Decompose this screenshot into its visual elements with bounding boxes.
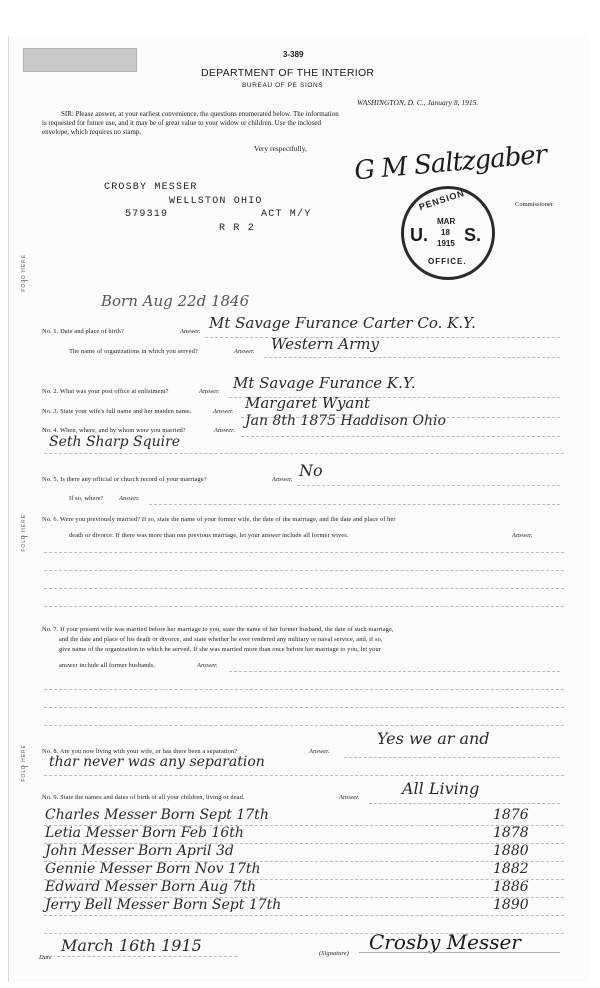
born-note: Born Aug 22d 1846 [101,292,250,310]
rule [229,671,560,672]
commissioner-signature [353,140,547,187]
rule [149,504,560,505]
form-number: 3-389 [283,50,304,59]
q1-label: No. 1. Date and place of birth? [42,328,124,335]
rule [44,689,564,690]
q4-answer: Jan 8th 1875 Haddison Ohio [245,413,446,429]
rule [44,606,564,607]
q3-answer-tag: Answer. [213,408,234,415]
stamp-bottom-text: OFFICE. [428,257,467,266]
child-year: 1880 [493,843,529,859]
intro-line-3: envelope, which requires no stamp. [42,128,142,136]
fold-label-1: FOLD HERE [21,254,27,292]
child-year: 1876 [493,807,529,823]
child-year: 1886 [493,879,529,895]
stamp-day: 18 [441,228,450,237]
rule [44,725,564,726]
q4-answer-line2: Seth Sharp Squire [49,434,181,450]
q7-label-line2: and the date and place of his death or divorce, and state whether he ever rendered any military or naval service, and, if so, [59,636,383,643]
rule [369,803,560,804]
q8-answer: Yes we ar and [377,729,490,748]
q2-label: No. 2. What was your post office at enlistment? [42,388,169,395]
rule [44,570,564,571]
q7-label: No. 7. If your present wife was married before her marriage to you, state the name of her former husband, the date of such marriage, [42,626,394,633]
child-entry: Gennie Messer Born Nov 17th [45,861,261,877]
rule [241,436,560,437]
fold-label-3: FOLD HERE [21,744,27,782]
q1b-answer-tag: Answer. [234,348,255,355]
rule [44,775,564,776]
q9-answer: All Living [402,779,480,798]
q5-answer-tag: Answer. [272,476,293,483]
addressee-route: R R 2 [219,223,256,234]
addressee-act: ACT M/Y [261,209,312,220]
q5-answer: No [299,461,323,480]
child-entry: Charles Messer Born Sept 17th [45,807,269,823]
date-tag: Date [39,954,52,961]
q6-answer-tag: Answer. [512,532,533,539]
q1-answer-tag: Answer. [180,328,201,335]
q9-label: No. 9. State the names and dates of birth of all your children, living or dead. [42,794,245,801]
child-year: 1878 [493,825,529,841]
pension-office-stamp [401,186,495,280]
q8-label: No. 8. Are you now living with your wife, or has there been a separation? [42,748,238,755]
stamp-top-text: PENSION [417,187,466,213]
stamp-right-letter: S. [464,225,482,245]
fold-mark-3 [21,766,28,767]
q9-answer-tag: Answer. [339,794,360,801]
q4-answer-tag: Answer. [214,427,235,434]
q7-answer-tag: Answer. [197,662,218,669]
child-entry: Jerry Bell Messer Born Sept 17th [45,897,282,913]
commissioner-label: Commissioner. [515,201,555,208]
stamp-month: MAR [437,217,456,226]
child-year: 1890 [493,897,529,913]
date-value: March 16th 1915 [61,936,202,955]
rule [297,485,560,486]
intro-line-2: is requested for future use, and it may be of great value to your widow or children. Use the inclosed [42,119,321,127]
archive-label [23,48,137,72]
fold-mark-1 [21,280,28,281]
q3-label: No. 3. State your wife's full name and her maiden name. [42,408,192,415]
intro-line-1: SIR: Please answer, at your earliest convenience, the questions enumerated below. The information [61,110,339,118]
q3-answer: Margaret Wyant [245,394,371,412]
rule [44,588,564,589]
closing: Very respectfully, [254,144,307,153]
rule [44,707,564,708]
addressee-name: CROSBY MESSER [104,182,198,193]
q8-answer-line2: thar never was any separation [49,754,265,770]
stamp-year: 1915 [437,239,455,248]
place-and-date: WASHINGTON, D. C., January 8, 1915. [357,98,479,107]
child-year: 1882 [493,861,529,877]
stamp-left-letter: U. [410,225,428,245]
q5b-label: If so, where? [69,495,104,502]
signature-value: Crosby Messer [369,930,521,954]
rule [57,956,237,957]
q4-label: No. 4. When, where, and by whom were you married? [42,427,186,434]
rule [44,552,564,553]
q2-answer-tag: Answer. [199,388,220,395]
rule [205,337,560,338]
q8-answer-tag: Answer. [309,748,330,755]
department-title: DEPARTMENT OF THE INTERIOR [201,67,375,79]
q5-label: No. 5. Is there any official or church record of your marriage? [42,476,207,483]
q6-label: No. 6. Were you previously married? If so, state the name of your former wife, the date of the marriage, and the date and place of her [42,516,396,523]
rule [359,952,560,953]
q1-answer: Mt Savage Furance Carter Co. K.Y. [209,314,476,332]
q2-answer: Mt Savage Furance K.Y. [233,374,416,392]
rule [344,757,560,758]
fold-label-2: FOLD HERE [21,514,27,552]
child-entry: Letia Messer Born Feb 16th [45,825,244,841]
rule [44,915,564,916]
signature-tag: (Signature) [319,950,349,957]
child-entry: Edward Messer Born Aug 7th [45,879,256,895]
pension-questionnaire-sheet [8,36,589,982]
q1b-label: The name of organizations in which you served? [69,348,198,355]
q5b-answer-tag: Answer. [119,495,140,502]
q6-label-line2: death or divorce. If there was more than one previous marriage, let your answer include all former wives. [69,532,349,539]
rule [44,453,564,454]
rule [264,357,560,358]
q7-label-line3: give name of the organization in which he served. If she was married more than once before her marriage to you, let your [59,646,382,653]
addressee-city: WELLSTON OHIO [169,196,263,207]
q1b-answer: Western Army [271,335,379,353]
fold-mark-2 [21,536,28,537]
commissioner-signature-text: G M Saltzgaber [353,139,548,187]
child-entry: John Messer Born April 3d [45,843,234,859]
q7-label-line4: answer include all former husbands. [59,662,155,669]
bureau-title: BUREAU OF PE SIONS [242,82,324,89]
addressee-number: 579319 [125,209,169,220]
